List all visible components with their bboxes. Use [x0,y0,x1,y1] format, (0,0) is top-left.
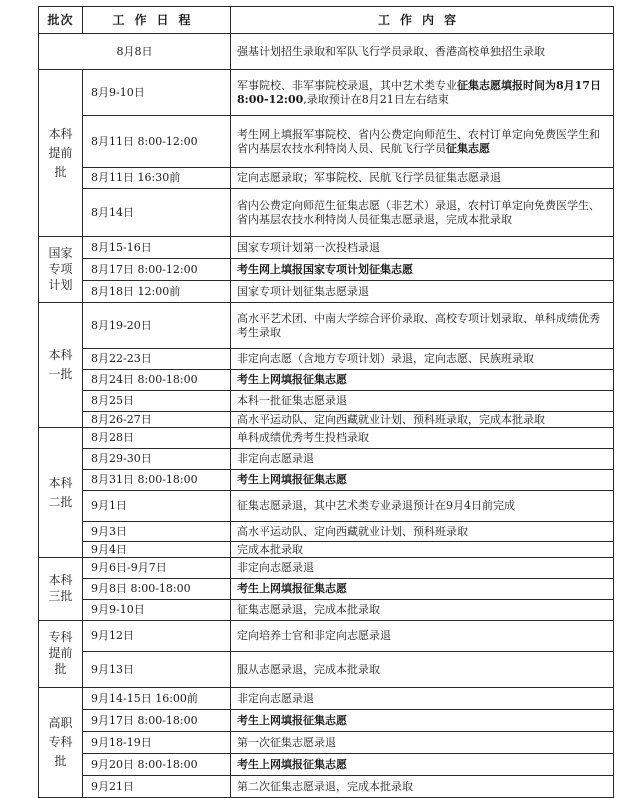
schedule-work: 高水平运动队、定向西藏就业计划、预科班录取 [231,522,614,542]
schedule-work: 国家专项计划征集志愿录退 [231,281,614,303]
schedule-work: 单科成绩优秀考生投档录取 [231,428,614,449]
batch-label: 本科二批 [39,428,83,558]
table-row [39,710,614,732]
schedule-date: 8月24日 8:00-18:00 [83,370,231,391]
schedule-work: 完成本批录取 [231,542,614,558]
schedule-date: 9月18-19日 [83,732,231,754]
schedule-work: 考生上网填报征集志愿 [231,754,614,776]
schedule-date: 8月26-27日 [83,412,231,428]
batch-label: 高职专科批 [39,688,83,798]
schedule-work: 考生网上填报军事院校、省内公费定向师范生、农村订单定向免费医学生和省内基层农技水利特岗人员、民航飞行学员征集志愿 [231,116,614,168]
schedule-date: 8月11日 8:00-12:00 [83,116,231,168]
schedule-date: 8月9-10日 [83,70,231,116]
table-row [39,542,614,558]
schedule-work: 考生网上填报国家专项计划征集志愿 [231,259,614,281]
schedule-work: 征集志愿录退，其中艺术类专业录退预计在9月4日前完成 [231,491,614,522]
batch-column-header: 批次 [39,7,83,34]
batch-label: 本科三批 [39,558,83,621]
schedule-work: 定向培养士官和非定向志愿录退 [231,621,614,652]
schedule-date: 9月3日 [83,522,231,542]
table-row [39,470,614,491]
schedule-date: 9月14-15日 16:00前 [83,688,231,710]
schedule-date: 8月17日 8:00-12:00 [83,259,231,281]
admission-schedule-table [38,6,614,798]
schedule-date: 9月12日 [83,621,231,652]
table-row [39,776,614,798]
table-row [39,237,614,259]
table-row [39,303,614,349]
schedule-work: 本科一批征集志愿录退 [231,391,614,412]
table-row [39,754,614,776]
table-row [39,428,614,449]
table-row [39,579,614,600]
schedule-work: 征集志愿录退，完成本批录取 [231,600,614,621]
schedule-date: 9月13日 [83,652,231,688]
schedule-date: 8月14日 [83,189,231,237]
batch-label: 国家专项计划 [39,237,83,303]
table-row [39,391,614,412]
schedule-date: 8月25日 [83,391,231,412]
schedule-work: 强基计划招生录取和军队飞行学员录取、香港高校单独招生录取 [231,34,614,70]
schedule-date: 8月18日 12:00前 [83,281,231,303]
schedule-date: 9月21日 [83,776,231,798]
schedule-work: 定向志愿录取；军事院校、民航飞行学员征集志愿录退 [231,168,614,189]
schedule-date: 8月31日 8:00-18:00 [83,470,231,491]
schedule-date: 9月9-10日 [83,600,231,621]
table-row [39,189,614,237]
schedule-date: 9月1日 [83,491,231,522]
table-row [39,558,614,579]
table-row [39,600,614,621]
table-row [39,349,614,370]
table-row [39,732,614,754]
schedule-date: 9月6日-9月7日 [83,558,231,579]
schedule-work: 高水平运动队、定向西藏就业计划、预科班录取，完成本批录取 [231,412,614,428]
table-row [39,70,614,116]
schedule-work: 非定向志愿录退 [231,449,614,470]
schedule-date: 8月28日 [83,428,231,449]
schedule-date: 9月4日 [83,542,231,558]
table-row [39,116,614,168]
table-row [39,491,614,522]
schedule-work: 第一次征集志愿录退 [231,732,614,754]
schedule-date: 8月29-30日 [83,449,231,470]
table-row [39,688,614,710]
schedule-work: 服从志愿录退，完成本批录取 [231,652,614,688]
table-row [39,370,614,391]
schedule-work: 考生上网填报征集志愿 [231,370,614,391]
date-column-header: 工作日程 [83,7,231,34]
schedule-work: 省内公费定向师范生征集志愿（非艺术）录退，农村订单定向免费医学生、省内基层农技水利特岗人员征集志愿录退，完成本批录取 [231,189,614,237]
schedule-date: 8月19-20日 [83,303,231,349]
table-row [39,168,614,189]
table-row [39,34,614,70]
table-row [39,522,614,542]
table-row [39,652,614,688]
work-column-header: 工作内容 [231,7,614,34]
schedule-work: 军事院校、非军事院校录退，其中艺术类专业征集志愿填报时间为8月17日8:00-12:00,录取预计在8月21日左右结束 [231,70,614,116]
schedule-date: 9月8日 8:00-18:00 [83,579,231,600]
schedule-work: 国家专项计划第一次投档录退 [231,237,614,259]
schedule-work: 非定向志愿录退 [231,558,614,579]
schedule-date: 8月22-23日 [83,349,231,370]
schedule-work: 第二次征集志愿录退，完成本批录取 [231,776,614,798]
schedule-work: 考生上网填报征集志愿 [231,579,614,600]
schedule-date: 8月11日 16:30前 [83,168,231,189]
table-header-row [39,7,614,34]
schedule-work: 非定向志愿（含地方专项计划）录退，定向志愿、民族班录取 [231,349,614,370]
table-row [39,259,614,281]
schedule-work: 高水平艺术团、中南大学综合评价录取、高校专项计划录取、单科成绩优秀考生录取 [231,303,614,349]
schedule-date: 9月17日 8:00-18:00 [83,710,231,732]
schedule-date: 8月8日 [39,34,231,70]
schedule-work: 考生上网填报征集志愿 [231,710,614,732]
schedule-work: 考生上网填报征集志愿 [231,470,614,491]
table-row [39,412,614,428]
schedule-date: 8月15-16日 [83,237,231,259]
schedule-date: 9月20日 8:00-18:00 [83,754,231,776]
batch-label: 本科一批 [39,303,83,428]
schedule-work: 非定向志愿录退 [231,688,614,710]
batch-label: 本科提前批 [39,70,83,237]
table-row [39,281,614,303]
batch-label: 专科提前批 [39,621,83,688]
table-row [39,449,614,470]
table-row [39,621,614,652]
